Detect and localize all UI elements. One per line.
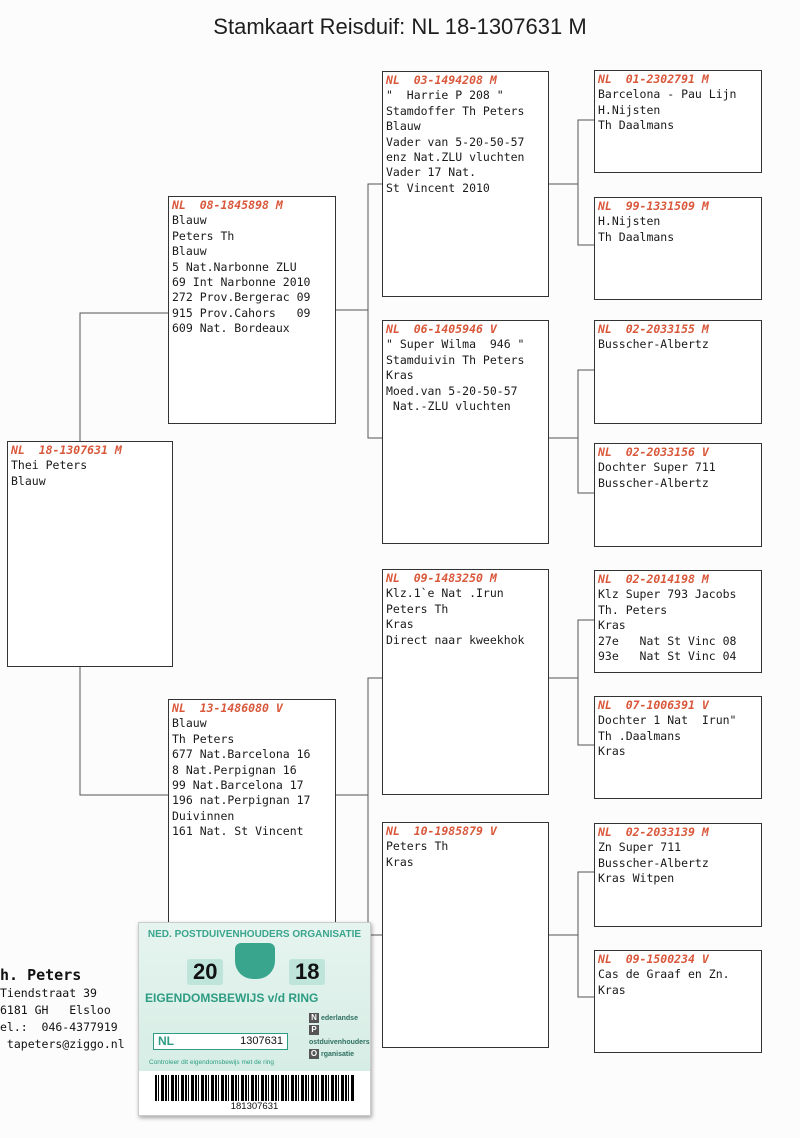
pigeon-card-paternal-grandmother (382, 320, 549, 544)
card-ring-number: 1307631 (240, 1035, 283, 1047)
npo-word: ostduivenhouders (309, 1039, 370, 1046)
pigeon-card-gen4-6 (594, 696, 762, 799)
npo-letter: O (310, 1049, 318, 1058)
pigeon-info-line: Busscher-Albertz (598, 475, 709, 490)
card-ring-field (153, 1033, 288, 1050)
pigeon-info-line: Moed.van 5-20-50-57 (386, 383, 518, 398)
card-title: EIGENDOMSBEWIJS v/d RING (145, 991, 319, 1005)
ring-number: NL 01-2302791 M (598, 72, 709, 86)
owner-name: h. Peters (0, 966, 82, 984)
pigeon-card-gen4-7 (594, 823, 762, 927)
ring-number: NL 10-1985879 V (386, 824, 497, 838)
pigeon-info-line: Stamdoffer Th Peters (386, 103, 525, 118)
pigeon-card-gen4-1 (594, 70, 762, 173)
barcode-icon (155, 1075, 355, 1101)
pigeon-info-line: Kras Witpen (598, 871, 675, 886)
pigeon-info-line: 196 nat.Perpignan 17 (172, 793, 311, 808)
pigeon-info-line: 8 Nat.Perpignan 16 (172, 762, 297, 777)
ring-number: NL 02-2033155 M (598, 322, 709, 336)
ring-number: NL 09-1483250 M (386, 571, 497, 585)
pigeon-card-gen4-3 (594, 320, 762, 424)
pigeon-info-line: Peters Th (172, 228, 235, 243)
card-country: NL (158, 1034, 174, 1048)
ring-number: NL 02-2033156 V (598, 445, 709, 459)
pigeon-info-line: 27e Nat St Vinc 08 (598, 633, 737, 648)
pigeon-info-line: Blauw (172, 716, 207, 731)
pigeon-info-line: 99 Nat.Barcelona 17 (172, 778, 304, 793)
pigeon-info-line: Kras (598, 618, 626, 633)
pigeon-info-line: Blauw (11, 473, 46, 488)
ring-number: NL 08-1845898 M (172, 198, 283, 212)
ring-number: NL 03-1494208 M (386, 73, 497, 87)
pigeon-info-line: 609 Nat. Bordeaux (172, 321, 290, 336)
ring-number: NL 18-1307631 M (11, 443, 122, 457)
ring-number: NL 06-1405946 V (386, 322, 497, 336)
pigeon-info-line: 69 Int Narbonne 2010 (172, 275, 311, 290)
owner-phone: el.: 046-4377919 (0, 1020, 118, 1034)
pigeon-card-gen4-8 (594, 950, 762, 1053)
pigeon-info-line: 93e Nat St Vinc 04 (598, 649, 737, 664)
card-year-left: 20 (187, 959, 223, 985)
pigeon-info-line: Peters Th (386, 601, 449, 616)
pigeon-info-line: Busscher-Albertz (598, 337, 709, 352)
pigeon-info-line: " Super Wilma 946 " (386, 337, 525, 352)
npo-letter: P (309, 1025, 319, 1035)
pigeon-info-line: Thei Peters (11, 458, 88, 473)
ring-number: NL 13-1486080 V (172, 701, 283, 715)
pigeon-info-line: Dochter Super 711 (598, 460, 716, 475)
pigeon-info-line: Vader 17 Nat. (386, 165, 477, 180)
owner-email: tapeters@ziggo.nl (0, 1037, 125, 1051)
ring-number: NL 99-1331509 M (598, 199, 709, 213)
pigeon-info-line: Th Daalmans (598, 118, 675, 133)
pigeon-info-line: Busscher-Albertz (598, 855, 709, 870)
ring-number: NL 02-2014198 M (598, 572, 709, 586)
owner-address (0, 965, 140, 1053)
card-year-right: 18 (289, 959, 325, 985)
pigeon-info-line: Zn Super 711 (598, 840, 682, 855)
pigeon-info-line: St Vincent 2010 (386, 180, 490, 195)
owner-street: Tiendstraat 39 (0, 986, 97, 1000)
pigeon-info-line: 677 Nat.Barcelona 16 (172, 747, 311, 762)
pigeon-info-line: 915 Prov.Cahors 09 (172, 305, 311, 320)
page-title: Stamkaart Reisduif: NL 18-1307631 M (213, 14, 587, 39)
pigeon-info-line: Blauw (172, 244, 207, 259)
pigeon-info-line: Blauw (172, 213, 207, 228)
pigeon-info-line: enz Nat.ZLU vluchten (386, 150, 525, 165)
pigeon-info-line: Klz.1`e Nat .Irun (386, 586, 504, 601)
pigeon-info-line: 272 Prov.Bergerac 09 (172, 290, 311, 305)
pigeon-info-line: Kras (598, 982, 626, 997)
pigeon-info-line: Kras (386, 617, 414, 632)
pigeon-card-gen4-4 (594, 443, 762, 547)
pigeon-info-line: Nat.-ZLU vluchten (386, 399, 511, 414)
pigeon-info-line: Vader van 5-20-50-57 (386, 134, 525, 149)
pigeon-card-maternal-grandmother (382, 822, 549, 1048)
pigeon-info-line: H.Nijsten (598, 214, 661, 229)
barcode-number: 181307631 (230, 1101, 279, 1112)
pigeon-info-line: Dochter 1 Nat Irun" (598, 713, 737, 728)
pigeon-card-father (168, 196, 336, 424)
pigeon-info-line: 5 Nat.Narbonne ZLU (172, 259, 297, 274)
pigeon-card-gen4-5 (594, 570, 762, 673)
pigeon-card-mother (168, 699, 336, 927)
pigeon-info-line: Th .Daalmans (598, 728, 682, 743)
card-control-note: Controleer dit eigendomsbewijs met de ring (149, 1059, 275, 1066)
pigeon-info-line: Th. Peters (598, 602, 668, 617)
pigeon-info-line: Peters Th (386, 839, 449, 854)
owner-city: 6181 GH Elsloo (0, 1003, 111, 1017)
pigeon-info-line: 161 Nat. St Vincent (172, 824, 304, 839)
card-organisation: NED. POSTDUIVENHOUDERS ORGANISATIE (147, 929, 362, 940)
pigeon-info-line: Klz Super 793 Jacobs (598, 587, 737, 602)
pigeon-info-line: Direct naar kweekhok (386, 632, 525, 647)
pigeon-info-line: Th Daalmans (598, 229, 675, 244)
pigeon-card-subject (7, 441, 173, 667)
npo-word: rganisatie (321, 1051, 355, 1058)
pigeon-info-line: Kras (598, 744, 626, 759)
ring-number: NL 07-1006391 V (598, 698, 709, 712)
lion-crest-icon (235, 943, 275, 979)
ring-number: NL 02-2033139 M (598, 825, 709, 839)
pigeon-card-maternal-grandfather (382, 569, 549, 795)
pigeon-info-line: Kras (386, 854, 414, 869)
pigeon-card-gen4-2 (594, 197, 762, 300)
npo-word: ederlandse (321, 1015, 358, 1022)
pigeon-info-line: Duivinnen (172, 808, 235, 823)
pigeon-info-line: Kras (386, 368, 414, 383)
pigeon-info-line: Barcelona - Pau Lijn (598, 87, 737, 102)
pigeon-info-line: " Harrie P 208 " (386, 88, 504, 103)
pigeon-info-line: Stamduivin Th Peters (386, 352, 525, 367)
pigeon-card-paternal-grandfather (382, 71, 549, 297)
pigeon-info-line: Cas de Graaf en Zn. (598, 967, 730, 982)
pigeon-info-line: Blauw (386, 119, 421, 134)
pigeon-info-line: Th Peters (172, 731, 235, 746)
npo-letter: N (309, 1013, 319, 1023)
ring-ownership-card (138, 922, 371, 1116)
pigeon-info-line: H.Nijsten (598, 102, 661, 117)
npo-logo (309, 1013, 370, 1061)
ring-number: NL 09-1500234 V (598, 952, 709, 966)
